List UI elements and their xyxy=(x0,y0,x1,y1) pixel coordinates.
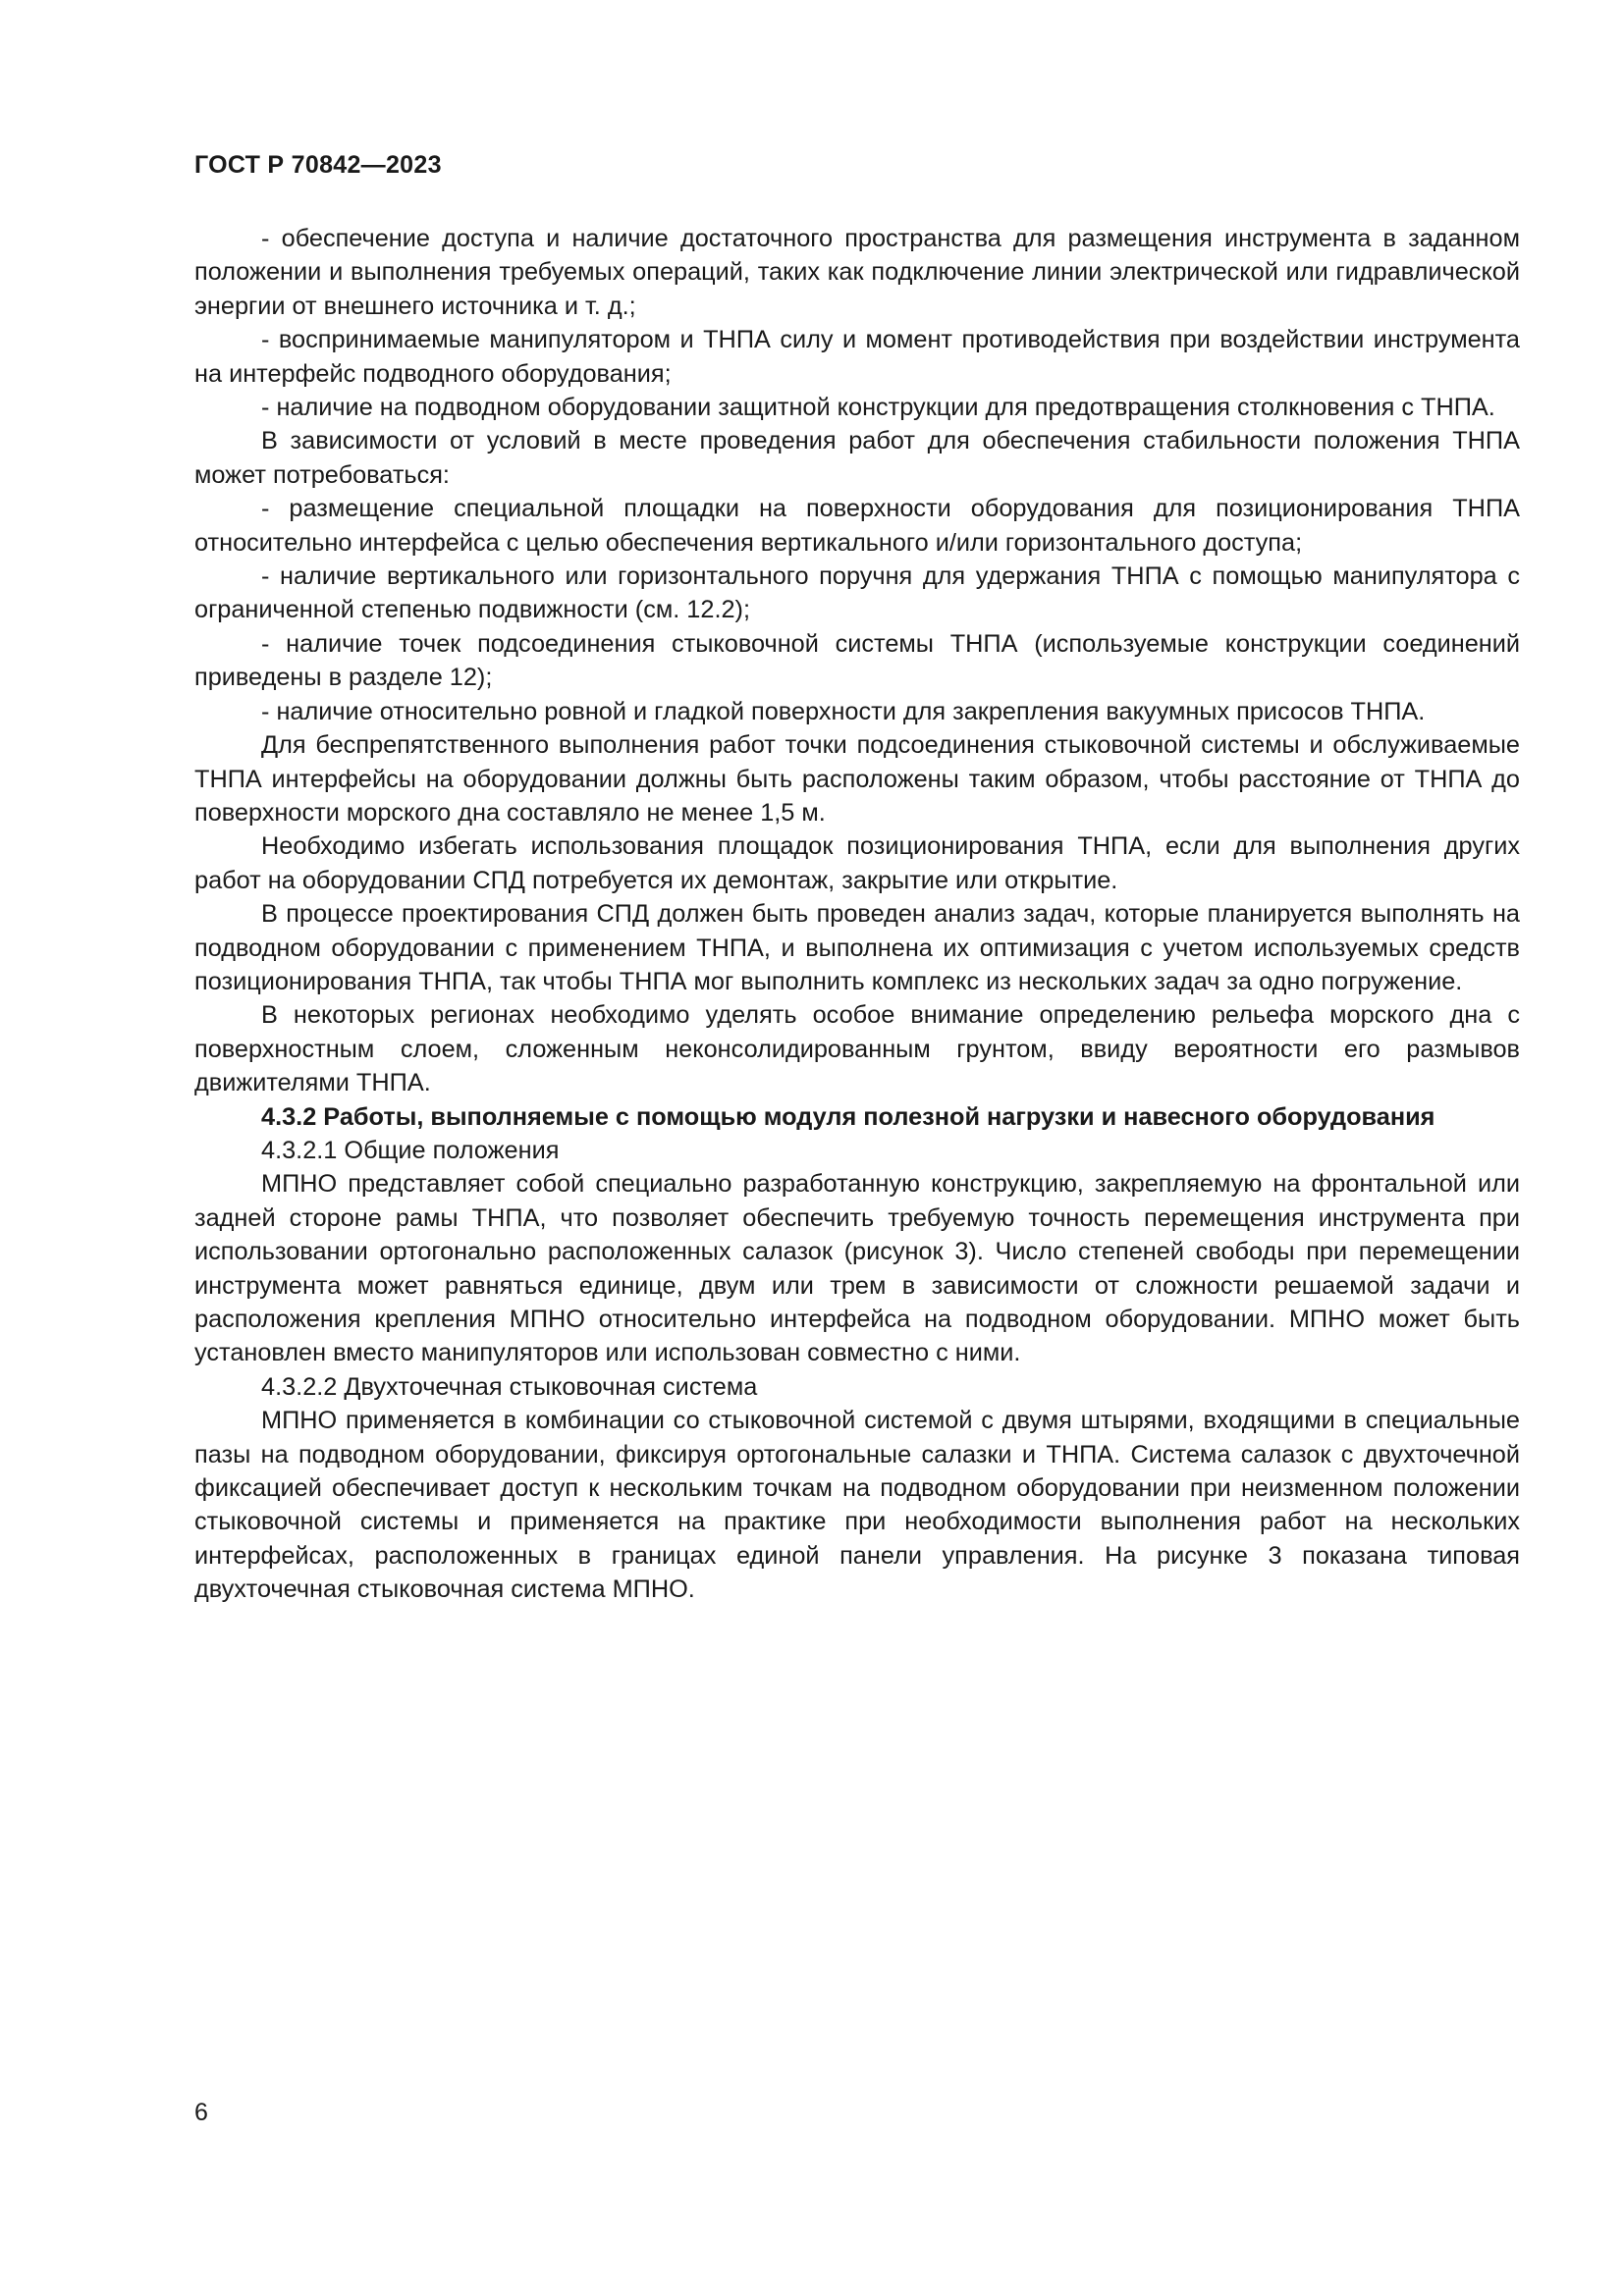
paragraph: В некоторых регионах необходимо уделять особое внимание определению рельефа морского дна с поверхностным слоем, сложенным неконсолидированным грунтом, ввиду вероятности его размывов движителями ТНПА. xyxy=(194,1001,1520,1097)
paragraph: МПНО применяется в комбинации со стыковочной системой с двумя штырями, входящими в специальные пазы на подводном оборудовании, фиксируя ортогональные салазки и ТНПА. Система салазок с двухточечной фиксацией обеспечивает доступ к нескольким точкам на подводном оборудовании при неизменном положении стыковочной системы и применяется на практике при необходимости выполнения работ на нескольких интерфейсах, расположенных в границах единой панели управления. На рисунке 3 показана типовая двухточечная стыковочная система МПНО. xyxy=(194,1407,1520,1604)
paragraph: МПНО представляет собой специально разработанную конструкцию, закрепляемую на фронтальной или задней стороне рамы ТНПА, что позволяет обеспечить требуемую точность перемещения инструмента при использовании ортогонально расположенных салазок (рисунок 3). Число степеней свободы при перемещении инструмента может равняться единице, двум или трем в зависимости от сложности решаемой задачи и расположения крепления МПНО относительно интерфейса на подводном оборудовании. МПНО может быть установлен вместо манипуляторов или использован совместно с ними. xyxy=(194,1170,1520,1367)
section-heading: 4.3.2 Работы, выполняемые с помощью модуля полезной нагрузки и навесного оборудования xyxy=(261,1102,1435,1131)
paragraph: В процессе проектирования СПД должен быть проведен анализ задач, которые планируется выполнять на подводном оборудовании с применением ТНПА, и выполнена их оптимизация с учетом используемых средств позиционирования ТНПА, так чтобы ТНПА мог выполнить комплекс из нескольких задач за одно погружение. xyxy=(194,900,1520,995)
list-item: - размещение специальной площадки на поверхности оборудования для позиционирования ТНПА относительно интерфейса с целью обеспечения вертикального и/или горизонтального доступа; xyxy=(194,495,1520,557)
list-item: - наличие на подводном оборудовании защитной конструкции для предотвращения столкновения с ТНПА. xyxy=(261,394,1495,422)
page-number: 6 xyxy=(194,2099,208,2126)
subsection-heading: 4.3.2.2 Двухточечная стыковочная система xyxy=(261,1372,758,1401)
document-body xyxy=(194,222,1520,1607)
list-item: - наличие относительно ровной и гладкой поверхности для закрепления вакуумных присосов ТНПА. xyxy=(261,697,1426,725)
subsection-heading: 4.3.2.1 Общие положения xyxy=(261,1136,560,1164)
paragraph: В зависимости от условий в месте проведения работ для обеспечения стабильности положения ТНПА может потребоваться: xyxy=(194,427,1520,489)
list-item: - наличие точек подсоединения стыковочной системы ТНПА (используемые конструкции соединений приведены в разделе 12); xyxy=(194,629,1520,692)
paragraph: Для беспрепятственного выполнения работ точки подсоединения стыковочной системы и обслуживаемые ТНПА интерфейсы на оборудовании должны быть расположены таким образом, чтобы расстояние от ТНПА до поверхности морского дна составляло не менее 1,5 м. xyxy=(194,731,1520,827)
paragraph: Необходимо избегать использования площадок позиционирования ТНПА, если для выполнения других работ на оборудовании СПД потребуется их демонтаж, закрытие или открытие. xyxy=(194,832,1520,894)
list-item: - обеспечение доступа и наличие достаточного пространства для размещения инструмента в заданном положении и выполнения требуемых операций, таких как подключение линии электрической или гидравлической энергии от внешнего источника и т. д.; xyxy=(194,225,1520,320)
list-item: - воспринимаемые манипулятором и ТНПА силу и момент противодействия при воздействии инструмента на интерфейс подводного оборудования; xyxy=(194,326,1520,388)
standard-header: ГОСТ Р 70842—2023 xyxy=(194,151,442,179)
list-item: - наличие вертикального или горизонтального поручня для удержания ТНПА с помощью манипулятора с ограниченной степенью подвижности (см. 12.2); xyxy=(194,562,1520,624)
